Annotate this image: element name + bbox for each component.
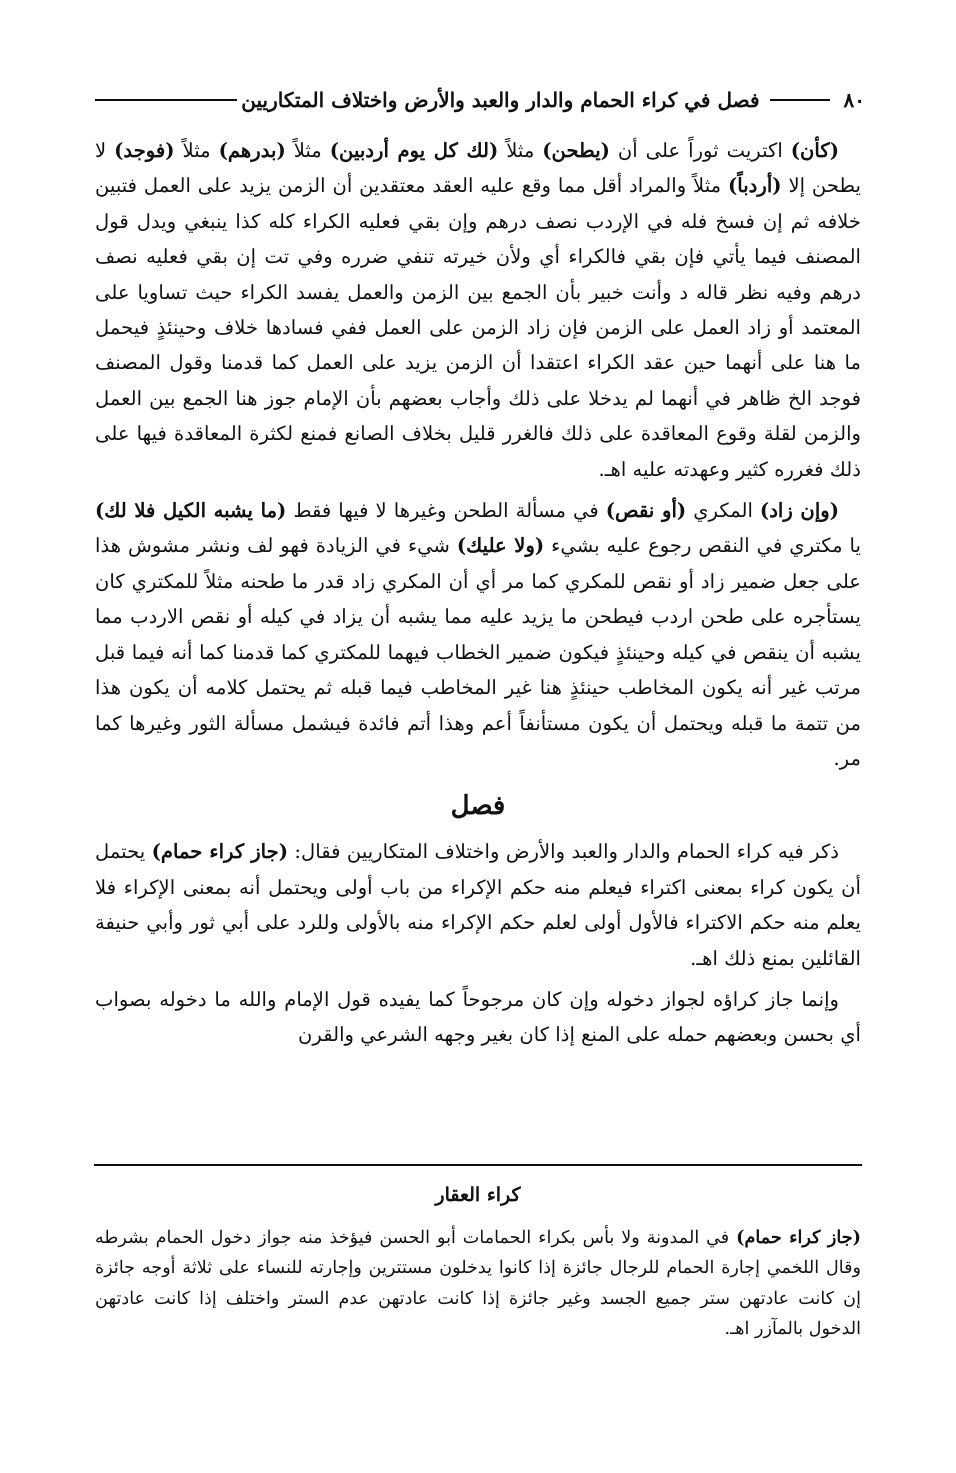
header-dash <box>770 99 830 101</box>
commentary-text: مثلاً <box>498 139 543 162</box>
commentary-text: شيء في الزيادة فهو لف ونشر مشوش هذا على جعل ضمير زاد أو نقص للمكري كما مر أي أن المكري زاد قدر ما طحنه مثلاً للمكتري كان يستأجره على طحن اردب فيطحن ما يزيد عليه مما يشبه أن يزاد في كيله أو نقص الاردب مما يشبه أن ينقص في كيله وحينئذٍ فيكون ضمير الخطاب فيهما للمكتري كما قدمنا كما أنه فيما قبل مرتب غير أنه يكون المخاطب حينئذٍ هنا غير المخاطب فيما قبله ثم يحتمل كلامه أن يكون هذا من تتمة ما قبله ويحتمل أن يكون مستأنفاً أعم وهذا أتم فائدة فيشمل مسألة الثور وغيرها كما مر. <box>95 534 861 770</box>
commentary-text: مثلاً والمراد أقل مما وقع عليه العقد معتقدين أن الزمن يزيد على العمل فتبين خلافه ثم إن فسخ فله في الإردب نصف درهم وإن بقي فعليه الكراء كله كذا ينبغي ويدل قول المصنف فيما يأتي فإن بقي فالكراء أي ولأن خيرته تنفي ضرره وفي تت إن بقي فعليه نصف درهم وفيه نظر قاله د وأنت خبير بأن الجمع بين الزمن والعمل يفسد الكراء حيث تساويا على المعتمد أو زاد العمل على الزمن فإن زاد الزمن على العمل ففي فسادها خلاف وحينئذٍ فيحمل ما هنا على أنهما حين عقد الكراء اعتقدا أن الزمن يزيد على العمل كما قدمنا وقول المصنف فوجد الخ ظاهر في أنهما لم يدخلا على ذلك وأجاب بعضهم بأن الإمام جوز هنا الجمع بين العمل والزمن لقلة وقوع المعاقدة على ذلك فالغرر قليل بخلاف الصانع فمنع لكثرة المعاقدة فيها على ذلك فغرره كثير وعهدته عليه اهـ. <box>95 174 861 481</box>
bold-matn-text: (بدرهم) <box>218 139 286 162</box>
commentary-text: مثلاً <box>285 139 330 162</box>
bold-matn-text: (يطحن) <box>542 139 610 162</box>
commentary-text: اكتريت ثوراً على أن <box>609 139 791 162</box>
bold-matn-text: (ولا عليك) <box>456 534 545 558</box>
footnote-text <box>95 1223 861 1345</box>
commentary-text: ذكر فيه كراء الحمام والدار والعبد والأرض واختلاف المتكاريين فقال: <box>288 840 839 864</box>
commentary-text: يحتمل أن يكون كراء بمعنى اكتراء فيعلم منه حكم الإكراء من باب أولى ويحتمل أنه بمعنى الإكراء فلا يعلم منه حكم الاكتراء فالأول أولى لعلم حكم الإكراء منه بالأولى وللرد على أبي ثور وأبي حنيفة القائلين بمنع ذلك اهـ. <box>95 840 861 970</box>
bold-matn-text: (فوجد) <box>114 139 175 162</box>
section-title: فصل <box>450 791 506 822</box>
bold-matn-text: (أو نقص) <box>605 499 687 523</box>
bold-matn-text: (ما يشبه الكيل فلا لك) <box>95 499 287 523</box>
bold-matn-text: (وإن زاد) <box>759 499 840 523</box>
page-number: ٨٠ <box>843 88 865 112</box>
bold-matn-text: (جاز كراء حمام) <box>151 840 289 864</box>
bold-matn-text: (كأن) <box>790 139 839 162</box>
bold-matn-text: (أردباً) <box>727 174 782 198</box>
footnote-separator <box>94 1164 862 1166</box>
paragraph <box>95 133 861 487</box>
footnote <box>95 1180 861 1345</box>
main-text <box>95 133 861 1059</box>
bold-matn-text: (لك كل يوم أردبين) <box>329 139 499 162</box>
commentary-text: المكري <box>686 499 760 523</box>
commentary-text: لا يطحن إلا <box>95 139 861 198</box>
commentary-text: وإنما جاز كراؤه لجواز دخوله وإن كان مرجوحاً كما يفيده قول الإمام والله ما دخوله بصواب أي بحسن وبعضهم حمله على المنع إذا كان بغير وجهه الشرعي والقرن <box>95 987 861 1047</box>
commentary-text: في المدونة ولا بأس بكراء الحمامات أبو الحسن فيؤخذ منه جواز دخول الحمام بشرطه وقال اللخمي إجارة الحمام للرجال جائزة إذا كانوا يدخلون مستترين وإجارته للنساء على ثلاثة أوجه جائزة إن كانت عادتهن ستر جميع الجسد وغير جائزة إذا كانت عادتهن عدم الستر واختلف إذا كانت عادتهن الدخول بالمآزر اهـ. <box>95 1227 861 1339</box>
bold-matn-text: (جاز كراء حمام) <box>736 1226 861 1248</box>
commentary-text: يا مكتري في النقص رجوع عليه بشيء <box>544 534 861 558</box>
commentary-text: في مسألة الطحن وغيرها لا فيها فقط <box>286 499 606 523</box>
paragraph <box>95 834 861 976</box>
paragraph <box>95 982 861 1053</box>
commentary-text: مثلاً <box>174 139 219 162</box>
footnote-title: كراء العقار <box>435 1184 521 1206</box>
header-rule <box>95 99 237 101</box>
running-header <box>95 80 865 120</box>
header-title: فصل في كراء الحمام والدار والعبد والأرض واختلاف المتكاريين <box>241 88 760 112</box>
paragraph <box>95 493 861 776</box>
